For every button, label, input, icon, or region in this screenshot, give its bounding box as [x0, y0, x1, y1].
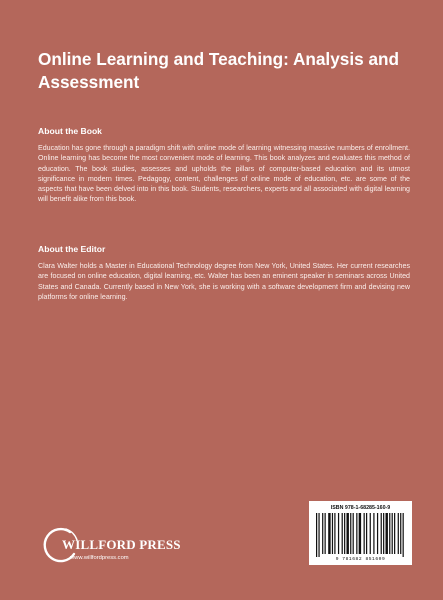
about-editor-heading: About the Editor: [38, 244, 106, 254]
barcode-bar: [370, 513, 371, 554]
publisher-name: WILLFORD PRESS: [62, 537, 181, 552]
barcode-bar: [385, 513, 387, 554]
barcode-bar: [342, 513, 343, 554]
book-title: Online Learning and Teaching: Analysis and Assessment: [38, 49, 399, 92]
about-book-heading: About the Book: [38, 126, 102, 136]
barcode-bar: [389, 513, 390, 554]
about-book-text: Education has gone through a paradigm shift with online mode of learning witnessing massive numbers of enrollment. Online learning has become the most convenient mode of learning. This book analyzes and evaluates this method of education. The book studies, assesses and upholds the pillars of computer-based education and its utmost significance in modern times. Pedagogy, content, challenges of online mode of education, etc. are some of the aspects that have been delved into in this book. Students, researchers, experts and all associated with digital learning will benefit alike from this book.: [38, 144, 410, 204]
barcode-bar: [364, 513, 365, 554]
barcode-bar: [338, 513, 339, 554]
about-editor-text: Clara Walter holds a Master in Educational Technology degree from New York, United States. Her current researches are focused on online education, digital learning, etc. Walter has been an eminent speaker in seminars across United States and Canada. Currently based in New York, she is working with a software development firm and devising new platforms for online learning.: [38, 262, 410, 301]
barcode-bar: [403, 513, 404, 557]
barcode-bar: [325, 513, 326, 554]
barcode-digits: 9 781682 851609: [335, 557, 386, 562]
isbn-number: ISBN 978-1-68285-160-9: [330, 505, 391, 511]
publisher-logo: [40, 526, 181, 572]
barcode-bar: [328, 513, 330, 554]
barcode-bar: [316, 513, 317, 557]
barcode-bar: [332, 513, 333, 554]
barcode-bar: [383, 513, 384, 554]
barcode-bar: [359, 513, 361, 554]
barcode-bar: [334, 513, 335, 554]
barcode-bar: [392, 513, 393, 554]
barcode-bar: [318, 513, 319, 557]
barcode-bar: [377, 513, 378, 554]
barcode-bar: [373, 513, 374, 554]
barcode-bar: [350, 513, 351, 554]
barcode-bar: [346, 513, 348, 554]
barcode-bar: [400, 513, 401, 554]
barcode-bar: [398, 513, 399, 554]
publisher-website: www.willfordpress.com: [70, 555, 129, 561]
isbn-barcode: [309, 501, 412, 565]
barcode-bar: [356, 513, 357, 554]
barcode-bar: [344, 513, 345, 554]
barcode-bar: [381, 513, 382, 554]
barcode-icon: [313, 513, 408, 557]
barcode-bar: [366, 513, 367, 554]
barcode-bar: [322, 513, 323, 554]
barcode-bar: [353, 513, 354, 554]
barcode-bar: [394, 513, 395, 554]
